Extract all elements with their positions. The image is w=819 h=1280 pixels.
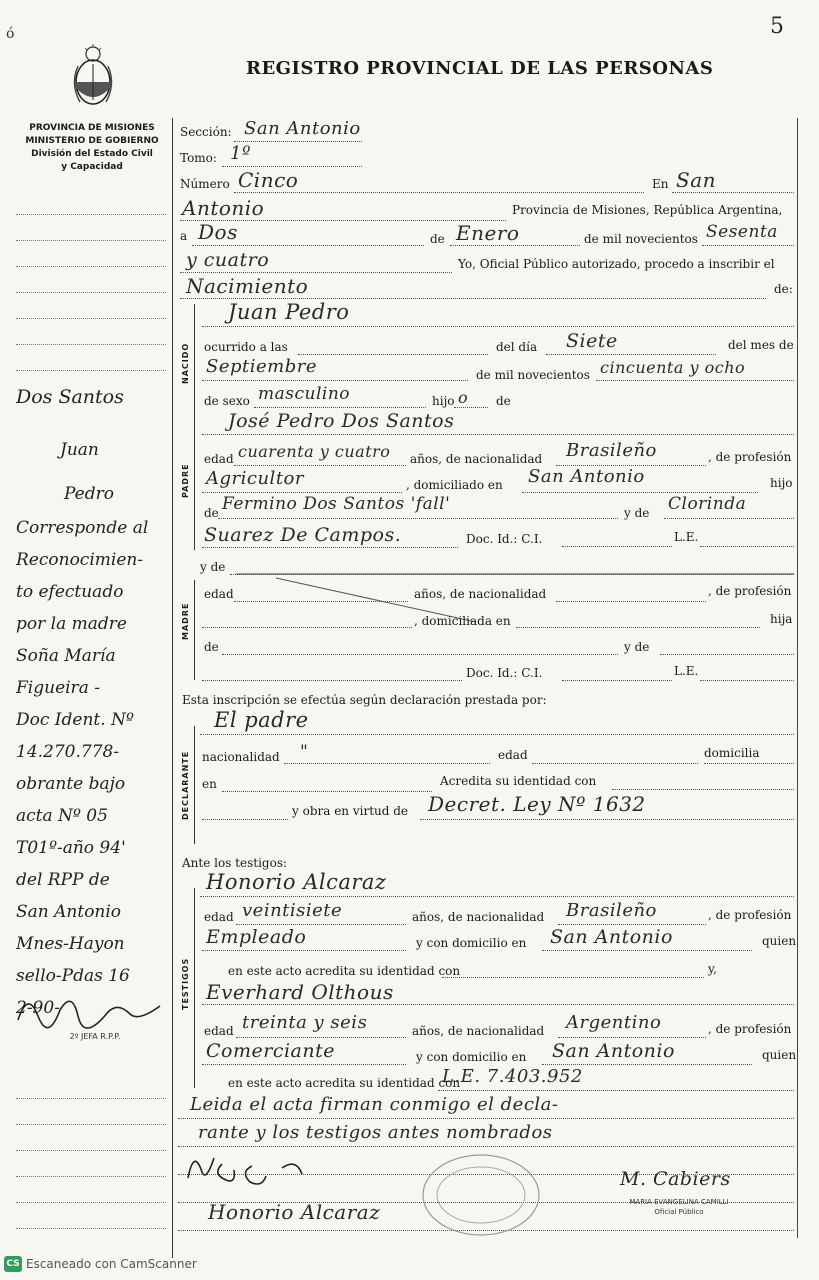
tomo-label: Tomo: — [180, 151, 217, 165]
testigos-intro: Ante los testigos: — [182, 856, 288, 870]
en-label: En — [652, 177, 669, 191]
margin-note-line: sello-Pdas 16 — [16, 966, 130, 986]
lugar-value: Antonio — [182, 196, 265, 220]
anio-value-2: y cuatro — [186, 249, 270, 271]
official-seal — [416, 1150, 546, 1240]
declarante-bracket — [194, 726, 195, 844]
testigo1-quien-label: quien — [762, 934, 797, 948]
testigo2-nacionalidad-value: Argentino — [566, 1012, 662, 1033]
margin-note-line: Corresponde al — [16, 518, 149, 538]
del-dia-value: Siete — [566, 330, 618, 352]
madre-domiciliada-label: , domiciliada en — [414, 614, 511, 628]
nacido-section-label: NACIDO — [181, 342, 190, 384]
declarante-signature — [182, 1144, 352, 1188]
madre-y-de-label: y de — [200, 560, 226, 574]
testigo1-y-label: y, — [708, 962, 717, 976]
acto-value: Nacimiento — [186, 274, 309, 298]
ocurrido-label: ocurrido a las — [204, 340, 288, 354]
declarante-section-label: DECLARANTE — [181, 750, 190, 820]
mes-value: Enero — [456, 221, 520, 245]
declarante-intro: Esta inscripción se efectúa según declaración prestada por: — [182, 693, 547, 707]
testigo2-edad-value: treinta y seis — [242, 1012, 368, 1033]
hijo-label: hijo — [432, 394, 455, 408]
nacido-anio-value: cincuenta y ocho — [600, 358, 746, 377]
oficial-seal-title: Oficial Público — [654, 1208, 704, 1216]
margin-note-line: Juan — [60, 440, 99, 460]
testigo2-edad-label: edad — [204, 1024, 234, 1038]
tomo-value: 1º — [230, 143, 251, 164]
margin-note-line: por la madre — [16, 614, 127, 634]
margin-note-line: 14.270.778- — [16, 742, 120, 762]
padre-nacionalidad-value: Brasileño — [566, 440, 657, 461]
margin-note-line: Pedro — [64, 484, 114, 504]
margin-note-line: Mnes-Hayon — [16, 934, 125, 954]
cierre-linea-2: rante y los testigos antes nombrados — [198, 1122, 553, 1143]
margin-note-line: del RPP de — [16, 870, 110, 890]
testigo1-nombre-value: Honorio Alcaraz — [206, 870, 387, 894]
declarante-nacionalidad-label: nacionalidad — [202, 750, 280, 764]
madre-le-label: L.E. — [674, 664, 699, 678]
page-number: 5 — [770, 14, 785, 39]
page-title: REGISTRO PROVINCIAL DE LAS PERSONAS — [246, 58, 714, 79]
margin-signature — [14, 990, 174, 1030]
oficial-seal-name: MARIA EVANGELINA CAMILLI — [629, 1198, 729, 1206]
testigos-section-label: TESTIGOS — [181, 957, 190, 1010]
padre-de-label: de — [204, 506, 219, 520]
mil-label: de mil novecientos — [584, 232, 698, 246]
division-name-2: y Capacidad — [61, 162, 123, 172]
margin-note-line: T01º-año 94' — [16, 838, 126, 858]
cierre-linea-1: Leida el acta firman conmigo el decla- — [190, 1094, 559, 1115]
madre-y-de2-label: y de — [624, 640, 650, 654]
margin-note-line: Dos Santos — [16, 386, 124, 408]
madre-section-label: MADRE — [181, 602, 190, 640]
madre-doc-label: Doc. Id.: C.I. — [466, 666, 543, 680]
padre-section-label: PADRE — [181, 463, 190, 498]
division-name: División del Estado Civil — [31, 149, 153, 159]
testigo1-domicilio-label: y con domicilio en — [416, 936, 527, 950]
cancel-strike — [236, 572, 794, 632]
issuing-office — [14, 122, 170, 174]
dia-value: Dos — [198, 220, 238, 244]
madre-bracket — [194, 580, 195, 680]
declarante-en-label: en — [202, 777, 217, 791]
margin-note-line: to efectuado — [16, 582, 124, 602]
declarante-acredita-label: Acredita su identidad con — [440, 774, 597, 788]
margin-note-line: obrante bajo — [16, 774, 126, 794]
padre-doc-label: Doc. Id.: C.I. — [466, 532, 543, 546]
declarante-obra-label: y obra en virtud de — [292, 804, 409, 818]
padre-profesion-label: , de profesión — [708, 450, 792, 464]
testigo2-domicilio-value: San Antonio — [552, 1040, 675, 1062]
testigos-bracket — [194, 888, 195, 1088]
margin-note-line: Reconocimien- — [16, 550, 144, 570]
anio-value: Sesenta — [706, 222, 778, 242]
camscanner-logo-icon: CS — [4, 1256, 22, 1272]
padre-edad-label: edad — [204, 452, 234, 466]
madre-de-label: de — [204, 640, 219, 654]
testigo2-acredita-label: en este acto acredita su identidad con — [228, 1076, 461, 1090]
margin-note-line: Soña María — [16, 646, 116, 666]
madre-profesion-label: , de profesión — [708, 584, 792, 598]
testigo1-nacionalidad-value: Brasileño — [566, 900, 657, 921]
coat-of-arms-icon — [68, 44, 118, 112]
camscanner-watermark: Escaneado con CamScanner — [26, 1257, 197, 1271]
testigo1-profesion-label: , de profesión — [708, 908, 792, 922]
seccion-value: San Antonio — [244, 118, 361, 139]
madre-nacionalidad-label: años, de nacionalidad — [414, 587, 547, 601]
numero-value: Cinco — [238, 168, 299, 192]
del-mes-label: del mes de — [728, 338, 794, 352]
padre-hijo-label: hijo — [770, 476, 793, 490]
testigo2-documento-value: L.E. 7.403.952 — [442, 1066, 583, 1087]
nacido-mil-label: de mil novecientos — [476, 368, 590, 382]
nacido-nombre-value: Juan Pedro — [228, 300, 350, 324]
sexo-label: de sexo — [204, 394, 250, 408]
declarante-obra-value: Decret. Ley Nº 1632 — [428, 792, 646, 816]
nacido-de-label: de — [496, 394, 511, 408]
margin-note-line: Figueira - — [16, 678, 100, 698]
testigo1-edad-label: edad — [204, 910, 234, 924]
padre-profesion-value: Agricultor — [206, 468, 304, 489]
padre-nombre-value: José Pedro Dos Santos — [228, 410, 455, 432]
a-label: a — [180, 229, 188, 243]
right-border — [797, 118, 798, 1238]
del-dia-label: del día — [496, 340, 538, 354]
oficial-label: Yo, Oficial Público autorizado, procedo a inscribir el — [458, 257, 775, 271]
padre-y-de-label: y de — [624, 506, 650, 520]
testigo2-nombre-value: Everhard Olthous — [206, 980, 394, 1004]
testigo2-profesion-value: Comerciante — [206, 1040, 335, 1062]
de-label: de — [430, 232, 445, 246]
madre-edad-label: edad — [204, 587, 234, 601]
ministry-name: MINISTERIO DE GOBIERNO — [25, 136, 159, 146]
en-value: San — [676, 168, 717, 192]
padre-bracket — [194, 414, 195, 550]
margin-note-line: acta Nº 05 — [16, 806, 108, 826]
province-name: PROVINCIA DE MISIONES — [29, 123, 155, 133]
abuelo-nombre-value: Fermino Dos Santos 'fall' — [222, 494, 451, 514]
seccion-label: Sección: — [180, 125, 232, 139]
padre-le-label: L.E. — [674, 530, 699, 544]
testigo1-acredita-label: en este acto acredita su identidad con — [228, 964, 461, 978]
hijo-value: o — [458, 388, 469, 407]
testigo2-quien-label: quien — [762, 1048, 797, 1062]
abuela-apellido-value: Suarez De Campos. — [204, 524, 402, 546]
abuela-nombre-value: Clorinda — [668, 494, 747, 514]
testigo-signature: Honorio Alcaraz — [208, 1200, 381, 1224]
sexo-value: masculino — [258, 384, 351, 404]
nacido-bracket — [194, 304, 195, 422]
margin-note-line: San Antonio — [16, 902, 122, 922]
de-colon-label: de: — [774, 282, 793, 296]
nacido-mes-value: Septiembre — [206, 356, 317, 377]
margin-stamp: 2º JEFA R.P.P. — [69, 1032, 121, 1041]
testigo2-domicilio-label: y con domicilio en — [416, 1050, 527, 1064]
padre-domicilio-value: San Antonio — [528, 466, 645, 487]
testigo1-profesion-value: Empleado — [206, 926, 307, 948]
testigo1-edad-value: veintisiete — [242, 900, 343, 921]
declarante-nacionalidad-value: " — [300, 742, 309, 762]
column-divider — [172, 118, 173, 1258]
testigo2-profesion-label: , de profesión — [708, 1022, 792, 1036]
declarante-domicilia-label: domicilia — [704, 746, 760, 760]
margin-note-line: 2-90- — [16, 998, 60, 1018]
testigo1-domicilio-value: San Antonio — [550, 926, 673, 948]
corner-mark: ó — [6, 26, 15, 42]
declarante-nombre-value: El padre — [214, 708, 309, 732]
testigo2-nacionalidad-label: años, de nacionalidad — [412, 1024, 545, 1038]
declarante-edad-label: edad — [498, 748, 528, 762]
padre-nacionalidad-label: años, de nacionalidad — [410, 452, 543, 466]
testigo1-nacionalidad-label: años, de nacionalidad — [412, 910, 545, 924]
numero-label: Número — [180, 177, 230, 191]
provincia-label: Provincia de Misiones, República Argentina, — [512, 203, 783, 217]
padre-domicilio-label: , domiciliado en — [406, 478, 503, 492]
margin-note-line: Doc Ident. Nº — [16, 710, 134, 730]
madre-hija-label: hija — [770, 612, 793, 626]
oficial-signature: M. Cabiers — [620, 1168, 731, 1190]
padre-edad-value: cuarenta y cuatro — [238, 442, 391, 461]
